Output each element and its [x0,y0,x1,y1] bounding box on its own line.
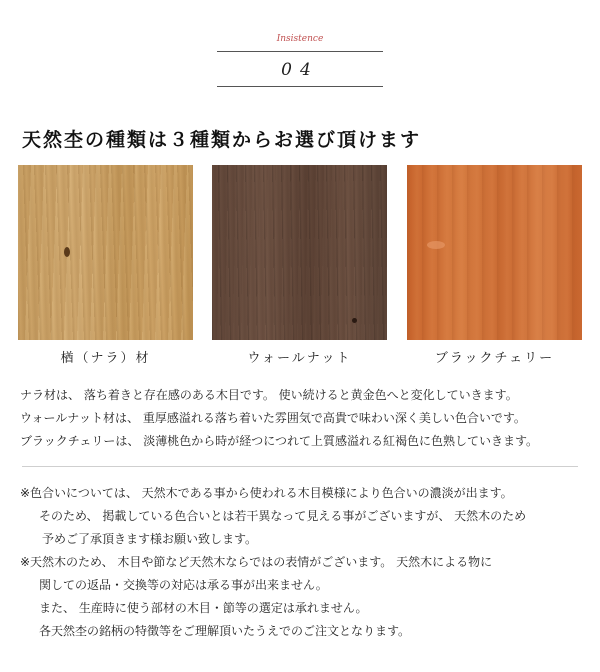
wood-label-oak: 楢（ナラ）材 [60,351,151,366]
wood-descriptions [20,384,590,453]
note-line: また、 生産時に使う部材の木目・節等の選定は承れません。 [39,601,368,615]
wood-knot [427,241,445,249]
note-line: 関しての返品・交換等の対応は承る事が出来ません。 [39,578,328,592]
description-line: ナラ材は、 落ち着きと存在感のある木目です。 使い続けると黄金色へと変化していきます。 [20,388,518,402]
wood-label-walnut: ウォールナット [247,351,352,366]
wood-knot [64,247,70,257]
note-line: そのため、 掲載している色合いとは若干異なって見える事がございますが、 天然木のため [39,509,527,523]
wood-swatch-cherry [407,165,582,340]
description-line: ブラックチェリーは、 淡薄桃色から時が経つにつれて上質感溢れる紅褐色に色熟していきます。 [20,434,539,448]
note-line: 各天然杢の銘柄の特徴等をご理解頂いたうえでのご注文となります。 [39,624,411,638]
note-line: 予めご了承頂きます様お願い致します。 [42,532,258,546]
section-subtitle: Insistence [276,34,324,44]
section-divider [22,466,578,467]
header-divider-bottom [217,86,383,87]
wood-swatch-oak [18,165,193,340]
section-number: 04 [281,60,319,80]
note-line: ※天然木のため、 木目や節など天然木ならではの表情がございます。 天然木による物に [20,555,493,569]
wood-knot [352,318,357,323]
notes-block [20,482,590,643]
section-header [0,0,600,100]
description-line: ウォールナット材は、 重厚感溢れる落ち着いた雰囲気で高貴で味わい深く美しい色合いです。 [20,411,526,425]
wood-swatch-walnut [212,165,387,340]
page-heading: 天然杢の種類は３種類からお選び頂けます [22,129,422,151]
wood-label-cherry: ブラックチェリー [434,351,555,366]
note-line: ※色合いについては、 天然木である事から使われる木目模様により色合いの濃淡が出ます。 [20,486,513,500]
header-divider-top [217,51,383,52]
